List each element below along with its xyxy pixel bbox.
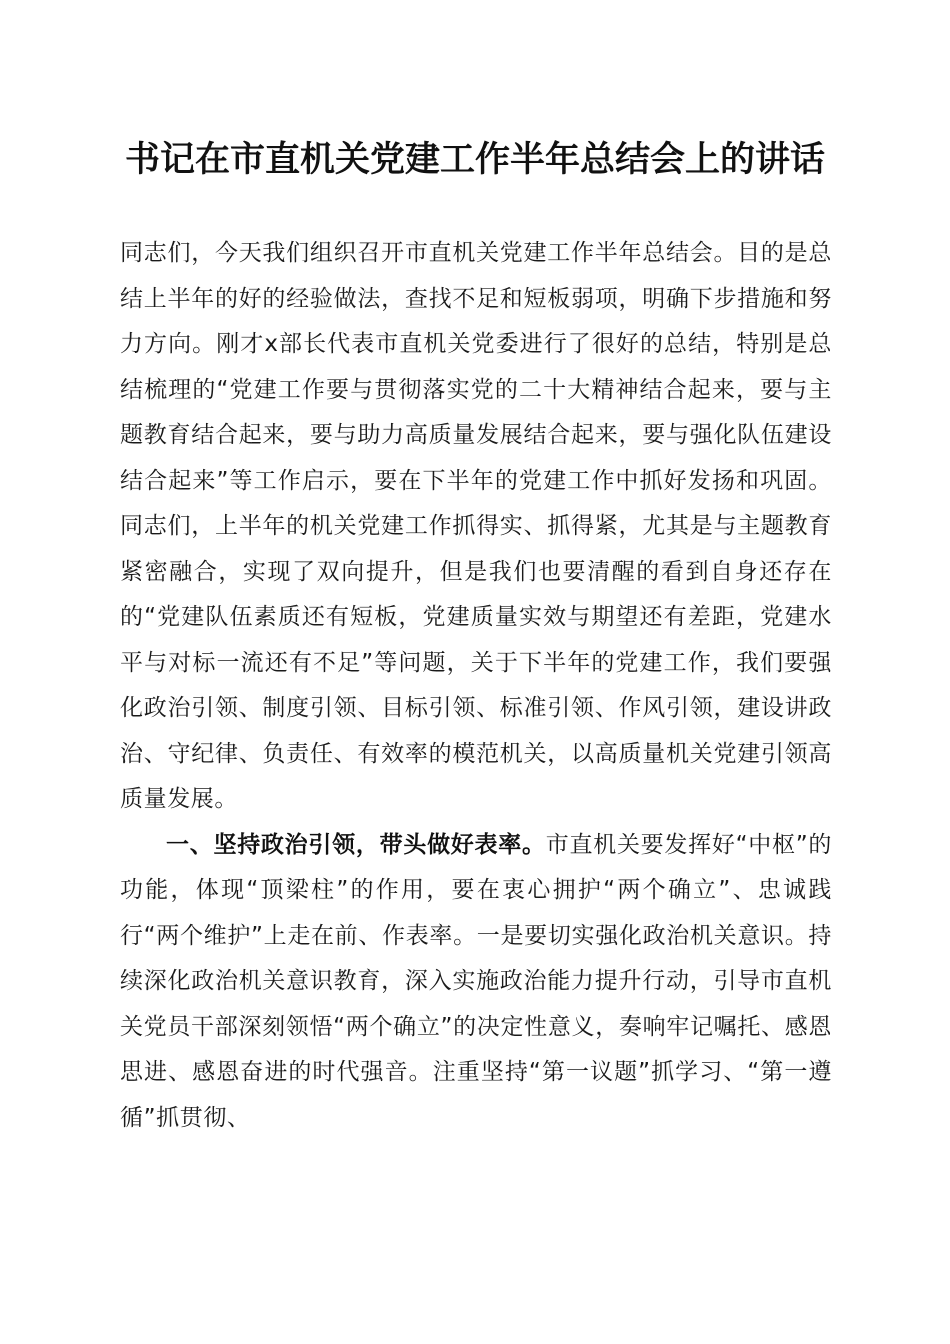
paragraph-section-one <box>120 823 832 1142</box>
section-heading: 一、坚持政治引领，带头做好表率。 <box>166 831 546 858</box>
document-body <box>120 231 832 1141</box>
paragraph-text: 同志们，今天我们组织召开市直机关党建工作半年总结会。目的是总结上半年的好的经验做法，查找不足和短板弱项，明确下步措施和努力方向。刚才x部长代表市直机关党委进行了很好的总结，特别是总结梳理的“党建工作要与贯彻落实党的二十大精神结合起来，要与主题教育结合起来，要与助力高质量发展结合起来，要与强化队伍建设结合起来”等工作启示，要在下半年的党建工作中抓好发扬和巩固。同志们，上半年的机关党建工作抓得实、抓得紧，尤其是与主题教育紧密融合，实现了双向提升，但是我们也要清醒的看到自身还存在的“党建队伍素质还有短板，党建质量实效与期望还有差距，党建水平与对标一流还有不足”等问题，关于下半年的党建工作，我们要强化政治引领、制度引领、目标引领、标准引领、作风引领，建设讲政治、守纪律、负责任、有效率的模范机关，以高质量机关党建引领高质量发展。 <box>120 240 832 812</box>
paragraph-text: 市直机关要发挥好“中枢”的功能，体现“顶梁柱”的作用，要在衷心拥护“两个确立”、忠诚践行“两个维护”上走在前、作表率。一是要切实强化政治机关意识。持续深化政治机关意识教育，深入实施政治能力提升行动，引导市直机关党员干部深刻领悟“两个确立”的决定性意义，奏响牢记嘱托、感恩思进、感恩奋进的时代强音。注重坚持“第一议题”抓学习、“第一遵循”抓贯彻、 <box>120 831 832 1131</box>
document-title: 书记在市直机关党建工作半年总结会上的讲话 <box>124 139 825 180</box>
paragraph-opening <box>120 231 832 823</box>
